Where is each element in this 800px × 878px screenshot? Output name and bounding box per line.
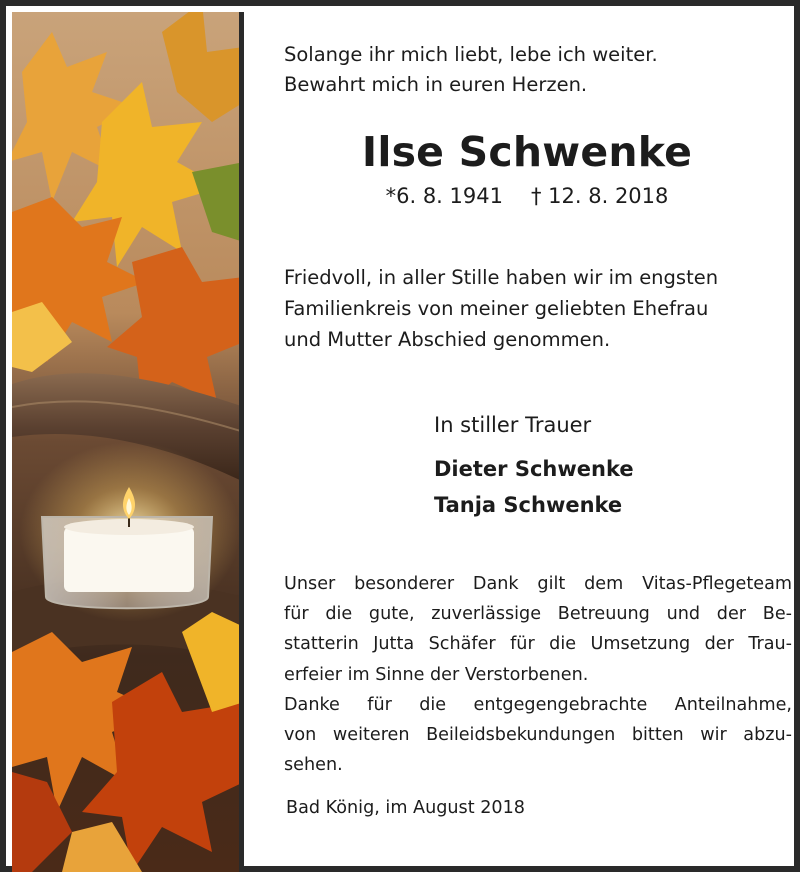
thanks-line: sehen. — [284, 755, 343, 776]
thanks-line: statterin Jutta Schäfer für die Umsetzung der Trau- — [284, 634, 792, 655]
statement-line: Friedvoll, in aller Stille haben wir im engsten — [284, 266, 719, 289]
tealight-candle — [20, 442, 240, 622]
thanks-line: Unser besonderer Dank gilt dem Vitas-Pflegeteam — [284, 574, 792, 594]
autumn-candle-photo — [12, 12, 244, 872]
thanks-line: erfeier im Sinne der Verstorbenen. — [284, 664, 589, 685]
birth-date: *6. 8. 1941 — [385, 184, 503, 208]
thanks-paragraph — [284, 569, 794, 780]
motto-line: Bewahrt mich in euren Herzen. — [284, 73, 588, 96]
notice-text — [284, 6, 794, 878]
deceased-name: Ilse Schwenke — [361, 128, 693, 176]
motto — [284, 40, 784, 100]
thanks-line: von weiteren Beileidsbekundungen bitten wir abzu- — [284, 725, 792, 746]
death-date: † 12. 8. 2018 — [530, 184, 669, 208]
thanks-line: Danke für die entgegengebrachte Anteilnahme, — [284, 694, 792, 715]
motto-line: Solange ihr mich liebt, lebe ich weiter. — [284, 43, 658, 66]
thanks-line: für die gute, zuverlässige Betreuung und der Be- — [284, 604, 792, 625]
mourners-block — [434, 409, 754, 523]
place-and-date: Bad König, im August 2018 — [286, 798, 525, 818]
statement-line: und Mutter Abschied genommen. — [284, 328, 611, 351]
life-dates — [284, 184, 770, 208]
farewell-statement — [284, 262, 784, 355]
statement-line: Familienkreis von meiner geliebten Ehefrau — [284, 297, 709, 320]
mourning-intro: In stiller Trauer — [434, 413, 592, 437]
mourner-name: Dieter Schwenke — [434, 457, 634, 481]
mourner-name: Tanja Schwenke — [434, 493, 623, 517]
